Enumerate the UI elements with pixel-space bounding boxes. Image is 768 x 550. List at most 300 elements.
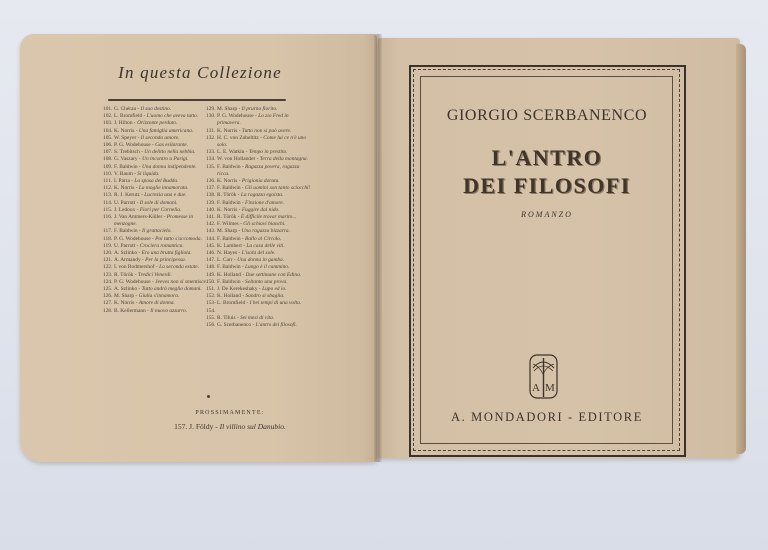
entry-number: 112. — [103, 185, 113, 192]
entry-text — [217, 300, 301, 314]
catalog-entry — [206, 192, 311, 199]
entry-title: I bei tempi di una volta. — [249, 300, 302, 307]
entry-author: M. Sharp — [217, 228, 238, 235]
catalog-entry — [103, 192, 208, 199]
entry-title: Sandro si sbaglia. — [245, 293, 285, 300]
entry-title: Una ragazza bizzarra. — [241, 228, 290, 235]
entry-author: K. Norris — [114, 127, 135, 134]
entry-number: 135. — [206, 163, 216, 170]
entry-author: K. Norris — [217, 206, 238, 213]
catalog-entry — [206, 315, 311, 322]
entry-text — [114, 128, 193, 135]
entry-number: 109. — [103, 163, 113, 170]
entry-text — [114, 120, 177, 127]
entry-author: I. Parra — [114, 178, 130, 185]
entry-title: È difficile trovar marito... — [240, 214, 297, 221]
entry-author: A. Armandy — [114, 257, 141, 264]
entry-separator: - — [240, 235, 246, 242]
catalog-entry — [103, 171, 208, 178]
catalog-entry — [206, 200, 311, 207]
entry-title: Ero una brutta figliola. — [141, 250, 192, 257]
entry-text — [217, 207, 280, 214]
entry-text — [114, 192, 187, 199]
entry-title: Soltanto una prova. — [245, 278, 288, 285]
entry-separator: - — [150, 235, 156, 242]
entry-text — [217, 149, 288, 156]
entry-title: Tredici Venerdì. — [137, 271, 172, 278]
entry-title: Finzione d'amore. — [245, 199, 285, 206]
entry-author: P. G. Wodehouse — [114, 142, 151, 149]
entry-number: 105. — [103, 134, 113, 141]
entry-author: S. Trebitsch — [114, 149, 140, 156]
catalog-entry — [103, 113, 208, 120]
entry-text — [114, 272, 172, 279]
entry-separator: - — [251, 322, 256, 329]
catalog-entry — [206, 300, 311, 314]
catalog-entry — [103, 164, 208, 171]
catalog-entry — [206, 135, 311, 149]
entry-author: R. Török — [217, 214, 237, 221]
entry-text — [114, 156, 189, 163]
entry-number: 152. — [206, 293, 216, 300]
entry-number: 110. — [103, 170, 113, 177]
entry-text — [217, 272, 301, 279]
entry-separator: - — [134, 293, 139, 300]
entry-number: 128. — [103, 307, 113, 314]
entry-text — [114, 142, 188, 149]
entry-title: Ragazza povera, ragazza ricca. — [217, 163, 300, 177]
book-author: GIORGIO SCERBANENCO — [446, 107, 648, 124]
entry-number: 141. — [206, 214, 216, 221]
catalog-entry — [103, 185, 208, 192]
entry-text — [114, 300, 175, 307]
entry-title: Per la principessa. — [145, 257, 187, 264]
entry-title: Una donna indipendente. — [142, 163, 197, 170]
entry-author: R. J. Kerutz — [114, 192, 140, 199]
entry-number: 137. — [206, 185, 216, 192]
entry-separator: - — [135, 242, 140, 249]
entry-number: 114. — [103, 199, 113, 206]
entry-title: Il sole di domani. — [139, 199, 178, 206]
entry-author: R. Török — [114, 271, 134, 278]
entry-text — [114, 200, 178, 207]
entry-number: 146. — [206, 250, 216, 257]
entry-number: 153-154. — [206, 300, 216, 314]
entry-text — [217, 279, 288, 286]
entry-text — [217, 228, 290, 235]
catalog-entry — [206, 128, 311, 135]
entry-number: 133. — [206, 149, 216, 156]
entry-text — [114, 293, 179, 300]
entry-number: 125. — [103, 286, 113, 293]
collection-heading: In questa Collezione — [118, 63, 282, 82]
entry-title: La moglie innamorata. — [138, 185, 189, 192]
catalog-entry — [206, 279, 311, 286]
entry-separator: - — [235, 314, 241, 321]
entry-number: 132. — [206, 134, 216, 141]
entry-separator: - — [237, 178, 242, 185]
publisher-palm-logo-icon — [529, 354, 558, 399]
entry-text — [217, 200, 284, 207]
entry-title: Gli uomini son tanto sciocchi! — [245, 185, 311, 192]
entry-title: Fuggire dal nido. — [241, 206, 280, 213]
entry-text — [217, 286, 287, 293]
entry-text — [114, 243, 184, 250]
page-edges — [736, 44, 746, 454]
forthcoming-heading: PROSSIMAMENTE: — [195, 410, 265, 416]
catalog-entry — [103, 286, 208, 293]
entry-separator: - — [240, 278, 246, 285]
entry-author: R. Török — [217, 192, 237, 199]
entry-text — [114, 185, 188, 192]
forthcoming-author: J. Földy — [189, 422, 214, 431]
entry-title: Un incontro a Parigi. — [142, 156, 189, 163]
entry-title: Lo zio Fred in primavera. — [217, 113, 289, 127]
entry-text — [217, 214, 296, 221]
entry-author: F. Baldwin — [217, 264, 241, 271]
entry-author: W. Speyer — [114, 134, 137, 141]
entry-title: La seconda estate. — [159, 264, 200, 271]
entry-number: 126. — [103, 293, 113, 300]
entry-title: Ballo al Circolo. — [245, 235, 282, 242]
catalog-entry — [103, 214, 208, 228]
entry-author: K. Holland — [217, 271, 241, 278]
entry-separator: - — [140, 257, 146, 264]
entry-text — [114, 207, 181, 214]
entry-separator: - — [245, 300, 250, 307]
entry-title: Il nuovo azzurro. — [150, 307, 188, 314]
catalog-entry — [206, 286, 311, 293]
entry-number: 131. — [206, 127, 216, 134]
entry-number: 143. — [206, 228, 216, 235]
entry-title: Orizzonte perduto. — [137, 120, 178, 127]
catalog-entry — [206, 207, 311, 214]
entry-author: P. G. Wodehouse — [114, 235, 151, 242]
entry-title: Lungo è il cammino. — [245, 264, 290, 271]
catalog-entry — [103, 300, 208, 307]
entry-separator: - — [132, 170, 138, 177]
entry-separator: - — [240, 293, 246, 300]
entry-text — [114, 286, 202, 293]
entry-title: Fiori per Cornelia. — [139, 206, 182, 213]
entry-number: 107. — [103, 149, 113, 156]
entry-number: 127. — [103, 300, 113, 307]
entry-number: 102. — [103, 113, 113, 120]
entry-separator: - — [133, 271, 138, 278]
entry-text — [114, 308, 187, 315]
entry-separator: - — [150, 278, 156, 285]
catalog-entry — [103, 272, 208, 279]
catalog-entry — [206, 156, 311, 163]
entry-author: U. Parrott — [114, 199, 136, 206]
entry-author: F. Baldwin — [217, 163, 241, 170]
entry-number: 119. — [103, 242, 113, 249]
entry-separator: - — [137, 163, 143, 170]
entry-title: Un delitto nella nebbia. — [144, 149, 196, 156]
entry-text — [114, 264, 199, 271]
catalog-entry — [206, 178, 311, 185]
entry-author: A. Szlinko — [114, 250, 138, 257]
forthcoming-entry: 157. J. Földy - Il villino sul Danubio. — [174, 422, 286, 431]
entry-title: Crociera romantica. — [139, 242, 184, 249]
entry-separator: - — [237, 106, 242, 112]
entry-title: L'uomo che aveva tutto. — [146, 113, 199, 120]
catalog-entry — [103, 178, 208, 185]
entry-separator: - — [255, 156, 260, 163]
entry-author: F. Baldwin — [217, 185, 241, 192]
entry-title: Il secondo amore. — [140, 134, 180, 141]
catalog-entry — [206, 106, 311, 113]
catalog-entry — [103, 264, 208, 271]
entry-text — [114, 178, 178, 185]
entry-separator: - — [258, 134, 264, 141]
entry-number: 101. — [103, 106, 113, 112]
entry-text — [114, 236, 202, 243]
entry-author: F. Baldwin — [114, 163, 138, 170]
entry-title: Una famiglia americana. — [138, 127, 194, 134]
entry-text — [217, 250, 276, 257]
catalog-entry — [206, 228, 311, 235]
entry-number: 123. — [103, 271, 113, 278]
book-title — [410, 144, 684, 200]
catalog-entry — [103, 228, 208, 235]
catalog-entry — [103, 308, 208, 315]
entry-title: La ragazza egoista. — [240, 192, 284, 199]
forthcoming-num: 157. — [174, 422, 188, 431]
entry-number: 138. — [206, 192, 216, 199]
entry-author: L. Bromfield — [217, 300, 246, 307]
entry-number: 136. — [206, 178, 216, 185]
entry-title: Jeeves non si smentisce. — [155, 278, 208, 285]
entry-text — [217, 178, 280, 185]
entry-author: N. Hayes — [217, 250, 238, 257]
catalog-entry — [206, 164, 311, 178]
entry-number: 140. — [206, 206, 216, 213]
entry-text — [114, 228, 172, 235]
entry-number: 106. — [103, 142, 113, 149]
entry-author: K. Holland — [217, 293, 241, 300]
entry-separator: - — [253, 113, 259, 120]
catalog-entry — [206, 221, 311, 228]
entry-text — [217, 192, 283, 199]
catalog-entry — [206, 214, 311, 221]
entry-number: 111. — [103, 178, 113, 185]
entry-separator: - — [134, 185, 139, 192]
entry-text — [217, 164, 311, 178]
entry-author: U. Parrott — [114, 242, 136, 249]
entry-title: L'antro dei filosofi. — [255, 322, 297, 329]
entry-number: 150. — [206, 278, 216, 285]
entry-separator: - — [134, 127, 139, 134]
entry-title: Prigionia dorata. — [241, 178, 280, 185]
entry-separator: - — [240, 271, 246, 278]
catalog-entry — [206, 113, 311, 127]
entry-separator: - — [257, 286, 263, 293]
catalog-entry — [103, 149, 208, 156]
entry-separator: - — [237, 250, 242, 257]
entry-title: Giulia s'innamora. — [138, 293, 180, 300]
catalog-entry — [206, 250, 311, 257]
entry-author: J. Ledoux — [114, 206, 136, 213]
entry-separator: - — [134, 300, 139, 307]
entry-author: F. Wilmes — [217, 221, 239, 228]
entry-separator: - — [162, 214, 167, 221]
entry-title: Il grattacielo. — [142, 228, 172, 235]
entry-author: F. Baldwin — [217, 278, 241, 285]
entry-text — [114, 250, 192, 257]
entry-author: L. E. Watkin — [217, 149, 245, 156]
entry-separator: - — [236, 192, 241, 199]
entry-author: G. Scerbanenco — [217, 322, 252, 329]
catalog-right-column — [206, 106, 311, 329]
entry-separator: - — [232, 257, 238, 264]
entry-text — [114, 113, 198, 120]
entry-author: L. Bromfield — [114, 113, 143, 120]
entry-text — [217, 135, 311, 149]
entry-text — [217, 156, 308, 163]
entry-title: Sei mesi di vita. — [240, 314, 275, 321]
catalog-entry — [103, 156, 208, 163]
catalog-entry — [103, 128, 208, 135]
entry-separator: - — [244, 149, 249, 156]
entry-number: 130. — [206, 113, 216, 120]
entry-text — [217, 322, 297, 329]
book-title-line1: L'ANTRO — [491, 145, 603, 170]
entry-author: G. Vaszary — [114, 156, 138, 163]
heading-rule — [108, 99, 286, 101]
entry-author: M. Sharp — [114, 293, 135, 300]
entry-author: L. Carr — [217, 257, 233, 264]
entry-number: 149. — [206, 271, 216, 278]
catalog-entry — [103, 279, 208, 286]
entry-text — [114, 279, 207, 286]
entry-title: Tutto andrà meglio domani. — [141, 286, 202, 293]
catalog-entry — [103, 207, 208, 214]
entry-number: 113. — [103, 192, 113, 199]
entry-separator: - — [145, 307, 151, 314]
entry-separator: - — [154, 264, 160, 271]
entry-separator: - — [137, 228, 143, 235]
entry-text — [217, 243, 285, 250]
catalog-entry — [206, 264, 311, 271]
entry-title: L'isola del sole. — [241, 250, 276, 257]
entry-author: W. von Hollander — [217, 156, 256, 163]
entry-title: Il suo destino. — [140, 106, 172, 112]
entry-title: Poi tutto s'accomoda. — [155, 235, 202, 242]
entry-author: R. Tiluis — [217, 314, 236, 321]
entry-title: Gli schiavi bianchi. — [243, 221, 286, 228]
entry-text — [114, 171, 159, 178]
ornament-dot — [207, 395, 210, 398]
entry-title: Lucrezia una e due. — [144, 192, 187, 199]
entry-separator: - — [240, 199, 246, 206]
logo-letter-a: A — [532, 382, 540, 394]
entry-author: F. Baldwin — [217, 199, 241, 206]
entry-number: 108. — [103, 156, 113, 163]
entry-text — [217, 257, 284, 264]
entry-author: P. G. Wodehouse — [114, 278, 151, 285]
entry-separator: - — [139, 192, 145, 199]
entry-number: 118. — [103, 235, 113, 242]
entry-number: 116. — [103, 214, 113, 221]
catalog-entry — [103, 293, 208, 300]
entry-separator: - — [150, 142, 156, 149]
entry-text — [217, 185, 310, 192]
entry-author: H. C. von Zobeltitz — [217, 134, 259, 141]
catalog-entry — [103, 142, 208, 149]
entry-title: La sposa del Budda. — [134, 178, 179, 185]
entry-text — [114, 149, 195, 156]
entry-separator: - — [241, 242, 247, 249]
entry-number: 145. — [206, 242, 216, 249]
book-title-line2: DEI FILOSOFI — [463, 173, 631, 198]
catalog-entry — [103, 200, 208, 207]
entry-number: 115. — [103, 206, 113, 213]
entry-author: K. Norris — [114, 300, 135, 307]
entry-separator: - — [240, 163, 246, 170]
entry-text — [114, 135, 179, 142]
entry-separator: - — [237, 228, 242, 235]
entry-number: 156. — [206, 322, 216, 329]
entry-title: Il prurno fiorito. — [241, 106, 278, 112]
entry-author: K. Lambert — [217, 242, 242, 249]
entry-title: Si liquida. — [137, 170, 160, 177]
catalog-entry — [103, 135, 208, 142]
entry-title: Promesse in menzogne. — [114, 214, 194, 228]
entry-author: J. Van Ammers-Küller — [114, 214, 163, 221]
entry-number: 104. — [103, 127, 113, 134]
publisher-name: A. MONDADORI - EDITORE — [451, 410, 643, 424]
catalog-left-column — [103, 106, 208, 315]
entry-number: 117. — [103, 228, 113, 235]
logo-letter-m: M — [545, 382, 555, 394]
catalog-entry — [206, 149, 311, 156]
entry-title: Due settimane con Edina. — [245, 271, 302, 278]
catalog-entry — [103, 250, 208, 257]
entry-author: K. Norris — [217, 178, 238, 185]
catalog-entry — [206, 185, 311, 192]
entry-author: P. G. Wodehouse — [217, 113, 254, 120]
entry-title: Terra della montagna. — [259, 156, 308, 163]
entry-title: La casa delle viti. — [246, 242, 285, 249]
entry-title: Lupo ed io. — [262, 286, 287, 293]
entry-author: V. Baum — [114, 170, 133, 177]
entry-separator: - — [137, 156, 143, 163]
catalog-entry — [103, 120, 208, 127]
entry-number: 155. — [206, 314, 216, 321]
book-subtitle: ROMANZO — [521, 210, 573, 219]
entry-separator: - — [129, 178, 135, 185]
catalog-entry — [103, 243, 208, 250]
entry-number: 144. — [206, 235, 216, 242]
entry-author: A. Szlinko — [114, 286, 138, 293]
entry-title: Amore di donna. — [138, 300, 175, 307]
entry-text — [217, 106, 277, 113]
entry-title: Una donna in gamba. — [237, 257, 285, 264]
entry-separator: - — [142, 113, 147, 120]
entry-separator: - — [236, 214, 241, 221]
entry-author: F. Baldwin — [114, 228, 138, 235]
entry-title: Tempo in prestito. — [248, 149, 288, 156]
entry-number: 121. — [103, 257, 113, 264]
book-gutter — [374, 34, 382, 462]
entry-number: 142. — [206, 221, 216, 228]
entry-separator: - — [136, 134, 141, 141]
entry-number: 139. — [206, 199, 216, 206]
catalog-entry — [206, 257, 311, 264]
entry-text — [114, 214, 208, 228]
entry-separator: - — [137, 286, 142, 293]
